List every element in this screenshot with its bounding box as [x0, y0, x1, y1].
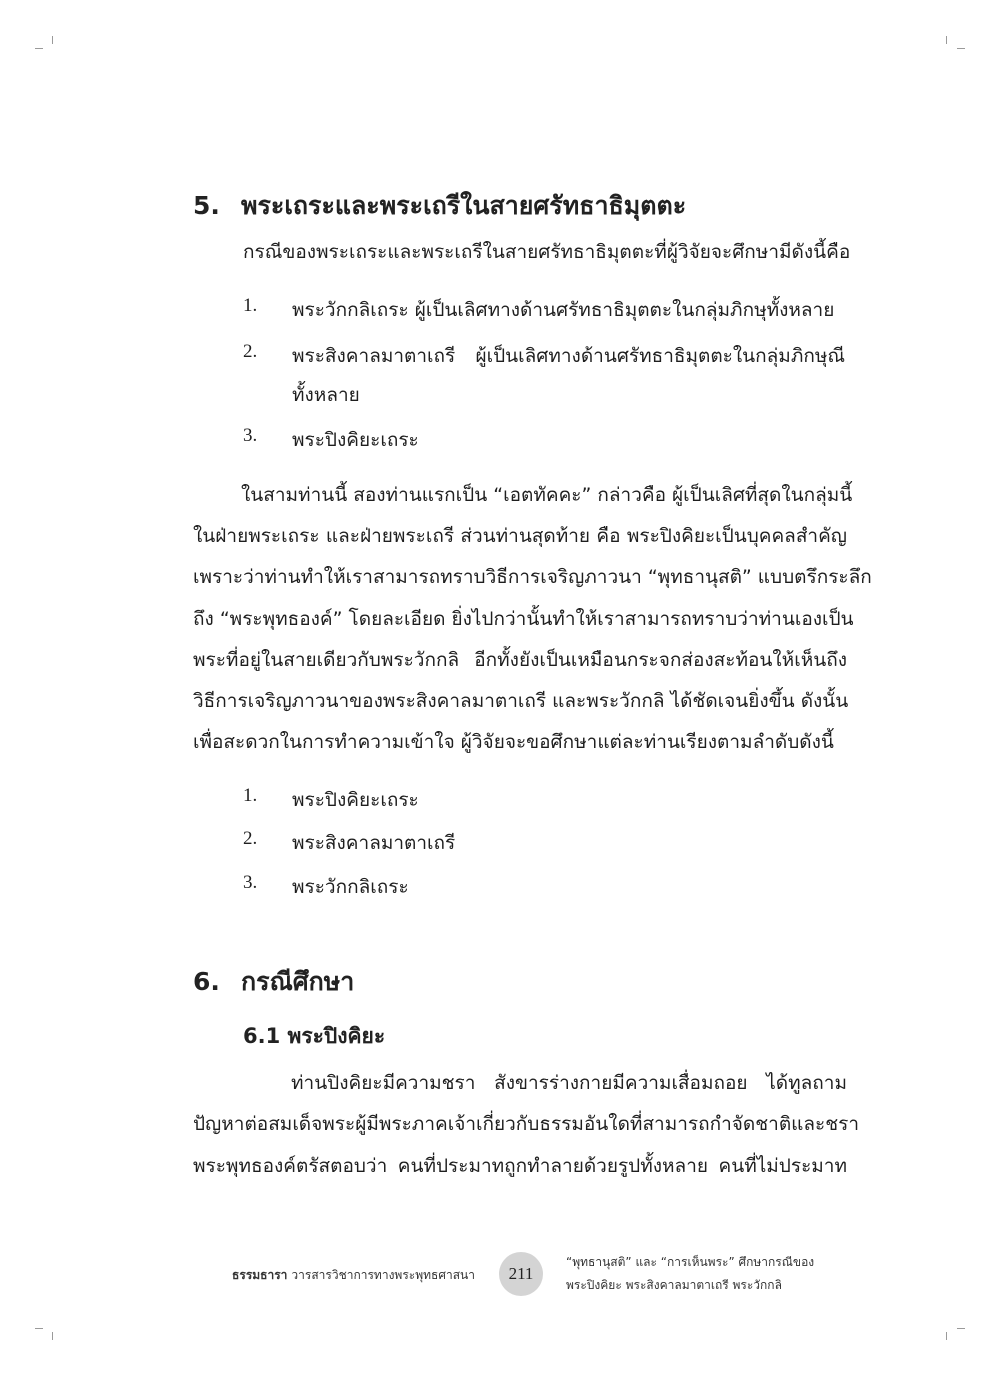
page-number: 211	[499, 1252, 543, 1296]
paragraph-line: ปัญหาต่อสมเด็จพระผู้มีพระภาคเจ้าเกี่ยวกับธรรมอันใดที่สามารถกำจัดชาติและชรา	[193, 1113, 860, 1135]
section-6-heading	[193, 962, 354, 1002]
paragraph-line: ท่านปิงคิยะมีความชรา สังขารร่างกายมีความเสื่อมถอย ได้ทูลถาม	[291, 1072, 847, 1094]
footer-journal	[232, 1266, 475, 1285]
crop-mark	[35, 48, 43, 49]
crop-mark	[52, 1332, 53, 1340]
list2-number: 3.	[243, 872, 258, 893]
article-title-line-1: “พุทธานุสติ” และ “การเห็นพระ” ศึกษากรณีของ	[566, 1255, 815, 1269]
crop-mark	[52, 36, 53, 44]
section-5-intro: กรณีของพระเถระและพระเถรีในสายศรัทธาธิมุตตะที่ผู้วิจัยจะศึกษามีดังนี้คือ	[243, 241, 851, 263]
list1-item: พระสิงคาลมาตาเถรี ผู้เป็นเลิศทางด้านศรัทธาธิมุตตะในกลุ่มภิกษุณี	[292, 345, 845, 367]
list1-item-continued: ทั้งหลาย	[292, 384, 360, 406]
list2-number: 2.	[243, 828, 258, 849]
list2-item: พระวักกลิเถระ	[292, 876, 409, 898]
paragraph-line: ในสามท่านนี้ สองท่านแรกเป็น “เอตทัคคะ” กล่าวคือ ผู้เป็นเลิศที่สุดในกลุ่มนี้	[241, 484, 853, 506]
section-6-number: 6.	[193, 967, 220, 996]
crop-mark	[957, 1328, 965, 1329]
list2-number: 1.	[243, 785, 258, 806]
list1-number: 2.	[243, 341, 258, 362]
subsection-6-1-heading: 6.1 พระปิงคิยะ	[243, 1024, 386, 1048]
crop-mark	[946, 36, 947, 44]
paragraph-line: พระพุทธองค์ตรัสตอบว่า คนที่ประมาทถูกทำลายด้วยรูปทั้งหลาย คนที่ไม่ประมาท	[193, 1155, 847, 1177]
crop-mark	[957, 48, 965, 49]
list2-item: พระสิงคาลมาตาเถรี	[292, 832, 456, 854]
section-6-title: กรณีศึกษา	[241, 967, 355, 996]
paragraph-line: เพราะว่าท่านทำให้เราสามารถทราบวิธีการเจริญภาวนา “พุทธานุสติ” แบบตรึกระลึก	[193, 566, 872, 588]
list2-item: พระปิงคิยะเถระ	[292, 789, 419, 811]
list1-item: พระวักกลิเถระ ผู้เป็นเลิศทางด้านศรัทธาธิมุตตะในกลุ่มภิกษุทั้งหลาย	[292, 299, 835, 321]
section-5-heading	[193, 186, 686, 226]
section-5-number: 5.	[193, 191, 220, 220]
crop-mark	[35, 1328, 43, 1329]
paragraph-line: ถึง “พระพุทธองค์” โดยละเอียด ยิ่งไปกว่านั้นทำให้เราสามารถทราบว่าท่านเองเป็น	[193, 608, 854, 630]
list1-number: 1.	[243, 295, 258, 316]
section-5-title: พระเถระและพระเถรีในสายศรัทธาธิมุตตะ	[241, 191, 687, 220]
list1-number: 3.	[243, 425, 258, 446]
journal-name: ธรรมธารา	[232, 1268, 288, 1282]
list1-item: พระปิงคิยะเถระ	[292, 429, 419, 451]
article-title-line-2: พระปิงคิยะ พระสิงคาลมาตาเถรี พระวักกลิ	[566, 1278, 782, 1292]
paragraph-line: ในฝ่ายพระเถระ และฝ่ายพระเถรี ส่วนท่านสุดท้าย คือ พระปิงคิยะเป็นบุคคลสำคัญ	[193, 525, 847, 547]
journal-subtitle: วารสารวิชาการทางพระพุทธศาสนา	[291, 1268, 475, 1282]
paragraph-line: เพื่อสะดวกในการทำความเข้าใจ ผู้วิจัยจะขอศึกษาแต่ละท่านเรียงตามลำดับดังนี้	[193, 731, 834, 753]
crop-mark	[946, 1332, 947, 1340]
paragraph-line: พระที่อยู่ในสายเดียวกับพระวักกลิ อีกทั้งยังเป็นเหมือนกระจกส่องสะท้อนให้เห็นถึง	[193, 649, 847, 671]
paragraph-line: วิธีการเจริญภาวนาของพระสิงคาลมาตาเถรี และพระวักกลิ ได้ชัดเจนยิ่งขึ้น ดังนั้น	[193, 690, 849, 712]
